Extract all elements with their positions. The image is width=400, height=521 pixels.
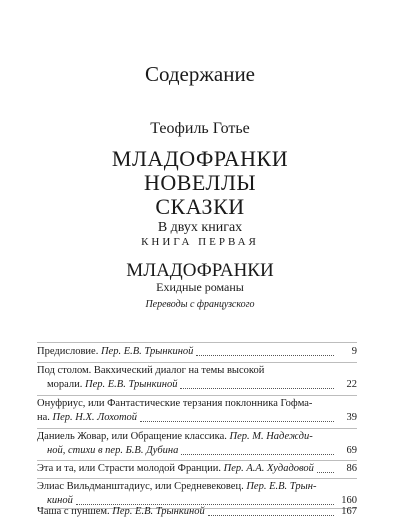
page-number: 69 [346,445,357,456]
toc-entry: Даниель Жовар, или Обращение классика. Пер. М. Надежди- ной, стихи в пер. Б.В. Дубина 69 [37,431,357,456]
translation-note: Переводы с французского [145,299,255,310]
page-number: 167 [341,506,357,517]
toc-entry: Эта и та, или Страсти молодой Франции. Пер. А.А. Худадовой 86 [37,463,357,474]
toc-divider [37,478,357,479]
toc-divider [37,428,357,429]
book-title-line-1: МЛАДОФРАНКИ [111,146,289,171]
toc-entry: Предисловие. Пер. Е.В. Трынкиной 9 [37,346,357,357]
toc-entry: Под столом. Вакхический диалог на темы высокой морали. Пер. Е.В. Трынкиной 22 [37,365,357,390]
author-name: Теофиль Готье [150,120,250,137]
page-heading: Содержание [144,62,256,86]
toc-entry: Онуфриус, или Фантастические терзания поклонника Гофма- на. Пер. Н.Х. Лохотой 39 [37,398,357,423]
page-number: 22 [346,379,357,390]
page-number: 86 [346,463,357,474]
toc-divider [37,395,357,396]
volumes-note: В двух книгах [157,220,243,235]
toc-entry: Элиас Вильдманштадиус, или Средневековец. Пер. Е.В. Трын- киной 160 [37,481,357,506]
section-subtitle: Ехидные романы [156,280,244,294]
toc-divider [37,362,357,363]
page-number: 39 [346,412,357,423]
book-title-line-3: СКАЗКИ [155,194,245,219]
book-number: КНИГА ПЕРВАЯ [141,236,259,248]
toc-entry: Чаша с пуншем. Пер. Е.В. Трынкиной 167 [37,506,357,517]
page-number: 9 [351,346,357,357]
page-number: 160 [341,495,357,506]
toc-divider [37,460,357,461]
section-title: МЛАДОФРАНКИ [126,260,274,281]
book-title-line-2: НОВЕЛЛЫ [143,170,257,195]
toc-divider [37,342,357,343]
